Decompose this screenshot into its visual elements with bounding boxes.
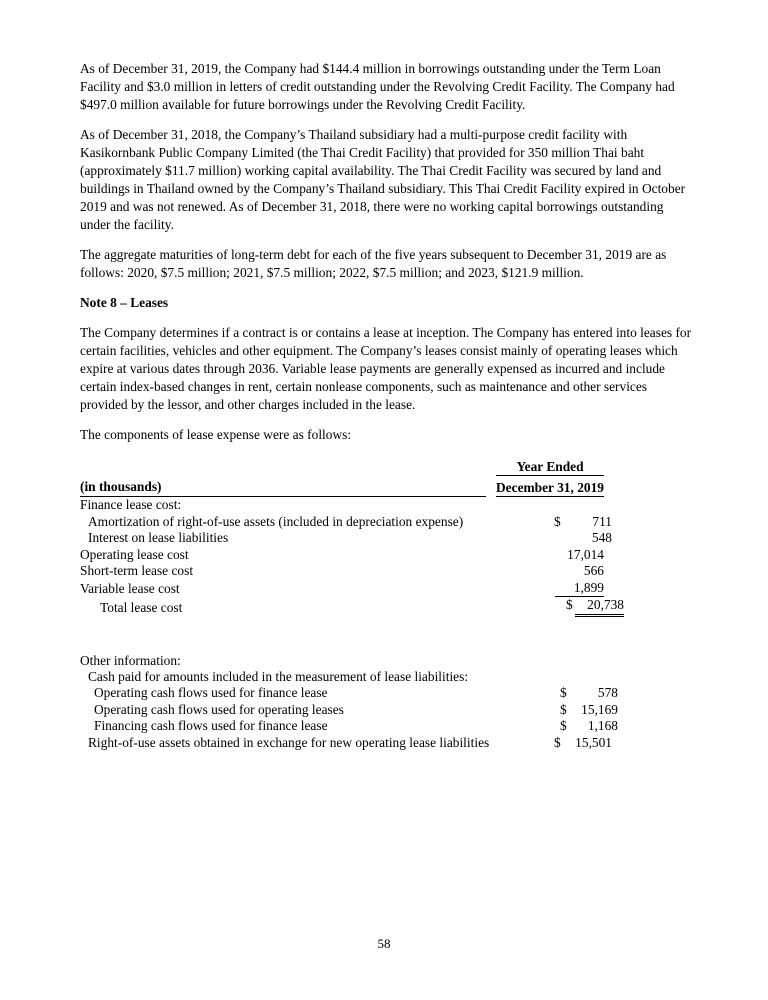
other-info-subheading-row [80, 669, 692, 685]
table-row-short-term-lease-cost [80, 563, 692, 580]
row-value-cell [510, 685, 618, 701]
table-row-total-lease-cost [80, 597, 692, 617]
row-value-cell [510, 718, 618, 734]
currency-symbol: $ [554, 513, 561, 529]
row-label: Operating cash flows used for operating leases [94, 701, 344, 717]
row-label: Total lease cost [100, 600, 183, 615]
table-header-date-row [80, 478, 692, 497]
paragraph-thai-credit-facility: As of December 31, 2018, the Company’s Thailand subsidiary had a multi-purpose credit facility with Kasikornbank Public Company Limited (the Thai Credit Facility) that provided for 350 million Thai baht (approximately $11.7 million) working capital availability. The Thai Credit Facility was secured by land and buildings in Thailand owned by the Company’s Thailand subsidiary. This Thai Credit Facility expired in October 2019 and was not renewed. As of December 31, 2018, there were no working capital borrowings outstanding under the facility. [80, 127, 686, 232]
row-value: 1,168 [587, 718, 618, 734]
row-value-cell [504, 514, 612, 531]
paragraph-lease-expense-intro: The components of lease expense were as follows: [80, 427, 352, 442]
date-header: December 31, 2019 [496, 480, 604, 495]
note-8-leases-heading: Note 8 – Leases [80, 295, 169, 310]
row-value: 578 [597, 685, 618, 701]
row-value: 15,501 [575, 734, 612, 750]
table-row-variable-lease-cost [80, 580, 692, 598]
currency-symbol: $ [560, 718, 567, 734]
period-header: Year Ended [496, 458, 604, 476]
currency-symbol: $ [566, 597, 573, 612]
lease-expense-table [80, 458, 692, 617]
currency-symbol [546, 563, 555, 580]
paragraph-term-loan-borrowings: As of December 31, 2019, the Company had $144.4 million in borrowings outstanding under the Term Loan Facility and $3.0 million in letters of credit outstanding under the Revolving Credit Facility. The Company had $497.0 million available for future borrowings under the Revolving Credit Facility. [80, 61, 675, 112]
row-label: Short-term lease cost [80, 563, 194, 578]
table-row-amortization [80, 514, 692, 531]
row-value: 548 [591, 530, 612, 545]
table-row-rou-assets-obtained [80, 735, 692, 751]
row-value: 566 [583, 563, 604, 578]
currency-symbol [546, 547, 555, 564]
row-label: Variable lease cost [80, 580, 180, 596]
row-value-cell [496, 547, 604, 564]
row-label: Operating cash flows used for finance lease [94, 685, 328, 701]
row-value-cell [496, 563, 604, 580]
currency-symbol [554, 530, 563, 547]
currency-symbol: $ [554, 734, 561, 750]
row-label: Amortization of right-of-use assets (included in depreciation expense) [88, 513, 464, 529]
row-value-cell [496, 580, 604, 598]
row-label: Financing cash flows used for finance lease [94, 718, 328, 734]
other-info-heading-row [80, 653, 692, 669]
row-label: Interest on lease liabilities [88, 530, 229, 545]
page-number: 58 [377, 936, 391, 951]
table-header-period-row [80, 458, 692, 476]
table-row-finance-lease-cost [80, 497, 692, 514]
currency-symbol [546, 580, 555, 598]
row-value: 1,899 [555, 580, 604, 598]
table-row-operating-cash-finance-lease [80, 685, 692, 701]
row-value: 20,738 [575, 597, 624, 617]
other-information-table [80, 653, 692, 751]
row-label: Right-of-use assets obtained in exchange for new operating lease liabilities [88, 734, 490, 750]
units-header: (in thousands) [80, 478, 486, 497]
row-value-cell [510, 702, 618, 718]
other-info-subheading: Cash paid for amounts included in the measurement of lease liabilities: [88, 668, 469, 684]
other-info-heading: Other information: [80, 652, 181, 668]
paragraph-debt-maturities: The aggregate maturities of long-term debt for each of the five years subsequent to December 31, 2019 are as follows: 2020, $7.5 million; 2021, $7.5 million; 2022, $7.5 million; and 2023, $121.9 million. [80, 247, 667, 280]
row-value-cell [516, 597, 624, 617]
row-label: Operating lease cost [80, 546, 189, 562]
row-value-cell [504, 530, 612, 547]
page-content [80, 60, 692, 751]
currency-symbol: $ [560, 685, 567, 701]
table-row-financing-cash-finance-lease [80, 718, 692, 734]
paragraph-lease-policy: The Company determines if a contract is or contains a lease at inception. The Company has entered into leases for certain facilities, vehicles and other equipment. The Company’s leases consist mainly of operating leases which expire at various dates through 2036. Variable lease payments are generally expensed as incurred and include certain index-based changes in rent, certain nonlease components, such as maintenance and other services provided by the lessor, and other charges included in the lease. [80, 325, 692, 412]
row-value: 711 [592, 513, 612, 529]
row-value: 15,169 [581, 701, 618, 717]
row-value-cell [504, 735, 612, 751]
table-row-operating-lease-cost [80, 547, 692, 564]
row-value: 17,014 [567, 546, 604, 562]
row-label: Finance lease cost: [80, 497, 182, 512]
table-row-interest-lease-liabilities [80, 530, 692, 547]
currency-symbol: $ [560, 701, 567, 717]
table-row-operating-cash-operating-leases [80, 702, 692, 718]
